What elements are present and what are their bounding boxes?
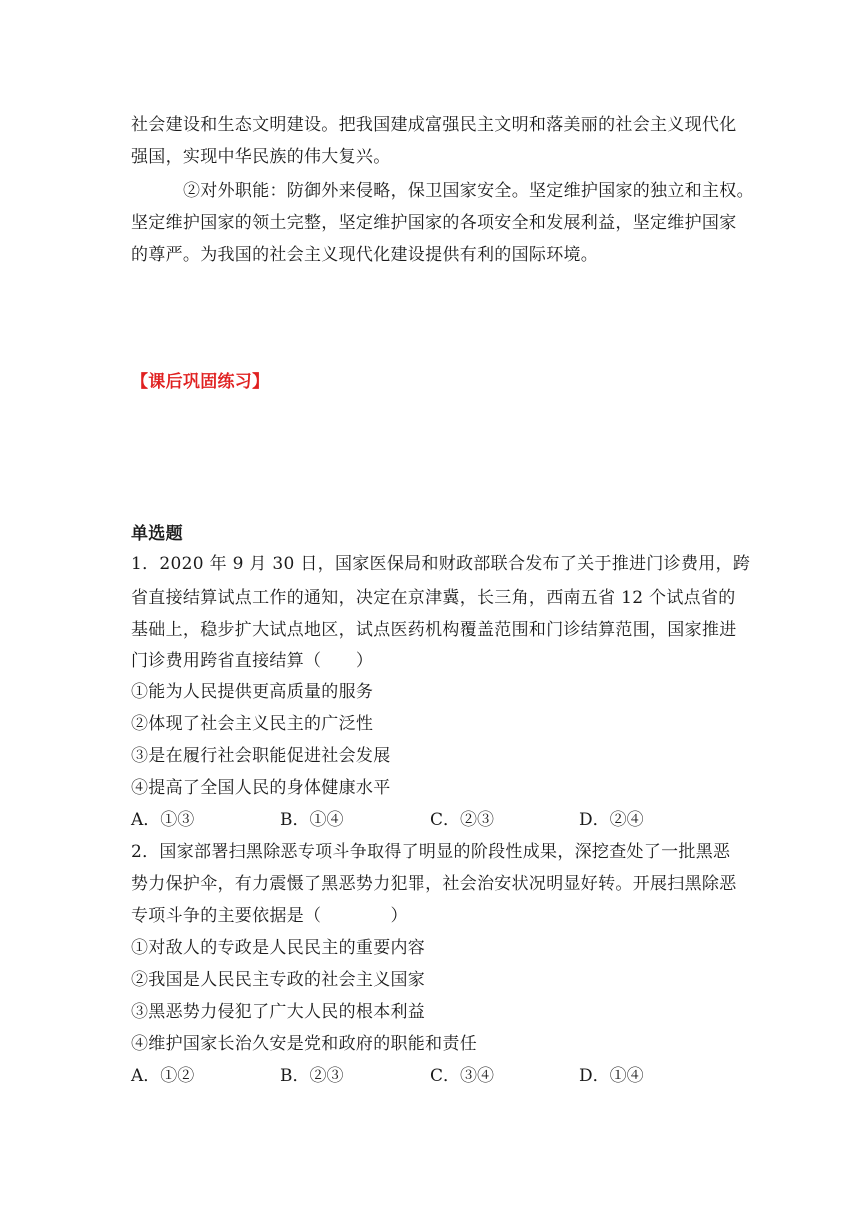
question-2-text: 专项斗争的主要依据是（ ） — [131, 906, 408, 926]
question-1-text: 基础上，稳步扩大试点地区，试点医药机构覆盖范围和门诊结算范围，国家推进 — [131, 620, 737, 640]
question-2-item: ④维护国家长治久安是党和政府的职能和责任 — [131, 1034, 477, 1054]
question-1-item: ④提高了全国人民的身体健康水平 — [131, 778, 391, 798]
option-a[interactable]: A．①③ — [131, 810, 195, 830]
question-1-item: ①能为人民提供更高质量的服务 — [131, 682, 374, 702]
question-1-item: ③是在履行社会职能促进社会发展 — [131, 746, 391, 766]
intro-line: 的尊严。为我国的社会主义现代化建设提供有利的国际环境。 — [131, 245, 599, 265]
option-c[interactable]: C．②③ — [430, 810, 495, 830]
question-type-heading: 单选题 — [131, 524, 183, 544]
section-title: 【课后巩固练习】 — [131, 372, 270, 392]
intro-line: 社会建设和生态文明建设。把我国建成富强民主文明和落美丽的社会主义现代化 — [131, 115, 737, 135]
option-d[interactable]: D．②④ — [579, 810, 644, 830]
question-1-text: 门诊费用跨省直接结算（ ） — [131, 651, 374, 671]
option-b[interactable]: B．②③ — [280, 1066, 344, 1086]
option-c[interactable]: C．③④ — [430, 1066, 495, 1086]
intro-line: 坚定维护国家的领土完整，坚定维护国家的各项安全和发展利益，坚定维护国家 — [131, 213, 737, 233]
question-2-item: ③黑恶势力侵犯了广大人民的根本利益 — [131, 1002, 426, 1022]
option-a[interactable]: A．①② — [131, 1066, 195, 1086]
intro-line: ②对外职能：防御外来侵略，保卫国家安全。坚定维护国家的独立和主权。 — [183, 181, 754, 201]
question-2-item: ①对敌人的专政是人民民主的重要内容 — [131, 938, 426, 958]
question-2-item: ②我国是人民民主专政的社会主义国家 — [131, 970, 426, 990]
intro-line: 强国，实现中华民族的伟大复兴。 — [131, 147, 391, 167]
question-1-text: 省直接结算试点工作的通知，决定在京津冀，长三角，西南五省 12 个试点省的 — [131, 588, 736, 608]
question-2-text: 势力保护伞，有力震慑了黑恶势力犯罪，社会治安状况明显好转。开展扫黑除恶 — [131, 874, 737, 894]
question-1-text: 1．2020 年 9 月 30 日，国家医保局和财政部联合发布了关于推进门诊费用，跨 — [131, 554, 751, 574]
question-2-text: 2．国家部署扫黑除恶专项斗争取得了明显的阶段性成果，深挖查处了一批黑恶 — [131, 842, 731, 862]
option-d[interactable]: D．①④ — [579, 1066, 644, 1086]
question-1-item: ②体现了社会主义民主的广泛性 — [131, 714, 374, 734]
option-b[interactable]: B．①④ — [280, 810, 344, 830]
